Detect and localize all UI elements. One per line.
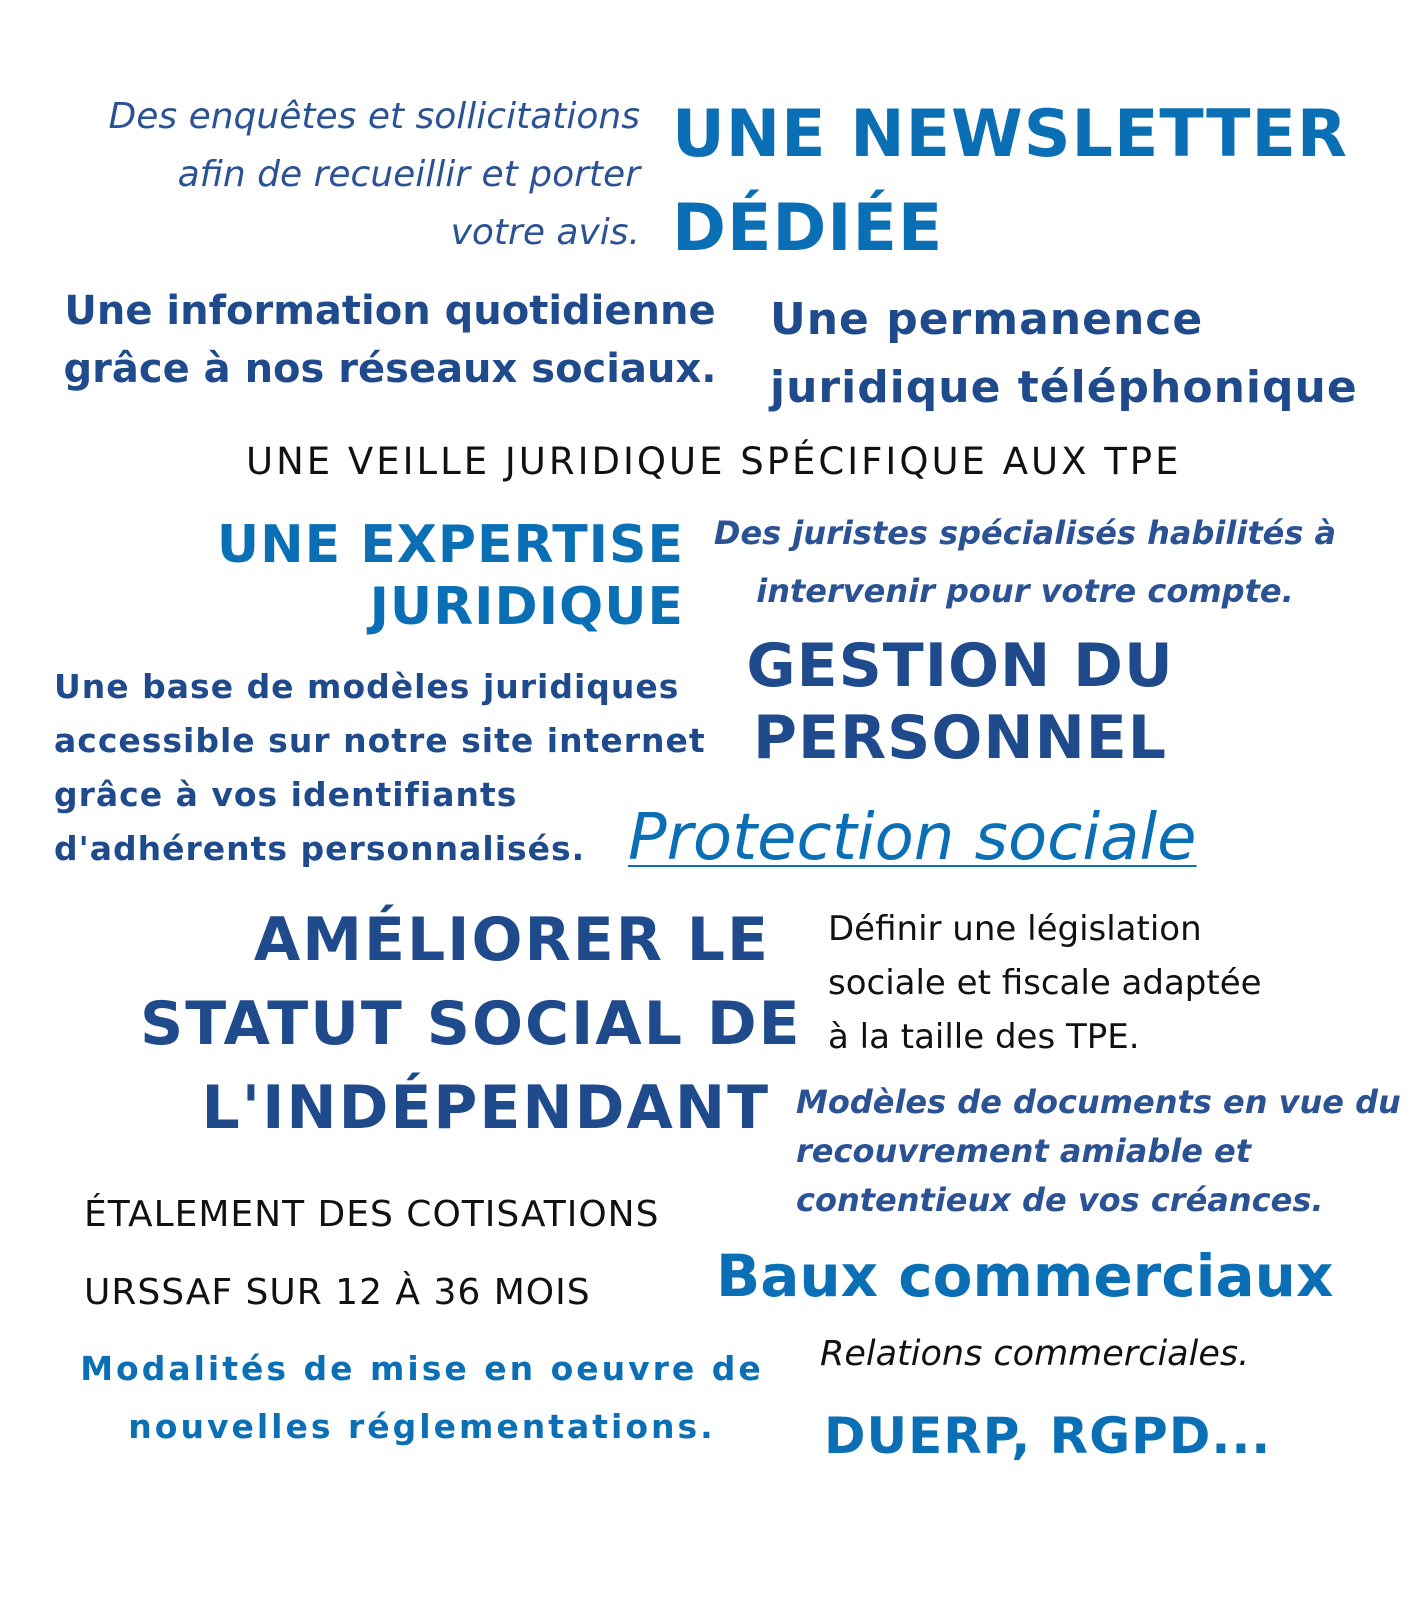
- ameliorer-line: L'INDÉPENDANT: [201, 1073, 770, 1143]
- ameliorer-line: STATUT SOCIAL DE: [140, 989, 802, 1059]
- etalement-line: URSSAF SUR 12 À 36 MOIS: [84, 1272, 591, 1313]
- definir-line: sociale et fiscale adaptée: [828, 963, 1262, 1003]
- base-modeles-text: [54, 660, 706, 876]
- permanence-line: juridique téléphonique: [770, 362, 1358, 413]
- base-modeles-line: d'adhérents personnalisés.: [54, 829, 586, 868]
- juristes-line: intervenir pour votre compte.: [756, 572, 1294, 610]
- gestion-line: GESTION DU: [746, 631, 1174, 701]
- modalites-line: Modalités de mise en oeuvre de: [80, 1349, 764, 1388]
- newsletter-line: UNE NEWSLETTER: [672, 97, 1348, 172]
- juristes-line: Des juristes spécialisés habilités à: [713, 514, 1337, 552]
- modalites-line: nouvelles réglementations.: [128, 1407, 716, 1446]
- permanence-line: Une permanence: [770, 294, 1204, 345]
- information-line: Une information quotidienne: [64, 288, 716, 334]
- relations-text: Relations commerciales.: [820, 1334, 1250, 1374]
- information-line: grâce à nos réseaux sociaux.: [63, 346, 717, 392]
- definir-line: à la taille des TPE.: [828, 1017, 1140, 1057]
- modeles-documents-line: contentieux de vos créances.: [796, 1181, 1324, 1219]
- expertise-line: JURIDIQUE: [369, 577, 684, 637]
- newsletter-line: DÉDIÉE: [672, 191, 944, 266]
- permanence-text: [770, 286, 1358, 422]
- base-modeles-line: grâce à vos identifiants: [54, 775, 518, 814]
- definir-line: Définir une législation: [828, 909, 1202, 949]
- juristes-text: [710, 504, 1340, 620]
- modeles-documents-line: Modèles de documents en vue du: [796, 1083, 1401, 1121]
- modeles-documents-line: recouvrement amiable et: [796, 1132, 1252, 1170]
- modeles-documents-text: [796, 1078, 1401, 1225]
- expertise-heading: [180, 514, 684, 638]
- protection-sociale-link[interactable]: Protection sociale: [628, 801, 1197, 875]
- newsletter-heading: [672, 88, 1348, 276]
- duerp-heading: DUERP, RGPD...: [824, 1407, 1272, 1465]
- enquetes-line: Des enquêtes et sollicitations: [108, 96, 640, 137]
- base-modeles-line: Une base de modèles juridiques: [54, 667, 680, 706]
- ameliorer-heading: [140, 898, 802, 1150]
- enquetes-line: afin de recueillir et porter: [177, 154, 640, 195]
- etalement-line: ÉTALEMENT DES COTISATIONS: [84, 1194, 660, 1235]
- modalites-text: [62, 1340, 782, 1456]
- gestion-heading: [730, 630, 1190, 774]
- baux-heading: Baux commerciaux: [716, 1242, 1334, 1310]
- expertise-line: UNE EXPERTISE: [216, 515, 684, 575]
- etalement-text: [84, 1176, 659, 1332]
- enquetes-line: votre avis.: [450, 212, 640, 253]
- enquetes-text: [40, 88, 640, 262]
- veille-heading: UNE VEILLE JURIDIQUE SPÉCIFIQUE AUX TPE: [246, 440, 1182, 483]
- gestion-line: PERSONNEL: [752, 703, 1168, 773]
- ameliorer-line: AMÉLIORER LE: [253, 905, 770, 975]
- base-modeles-line: accessible sur notre site internet: [54, 721, 706, 760]
- definir-text: [828, 902, 1262, 1064]
- information-text: [40, 282, 740, 398]
